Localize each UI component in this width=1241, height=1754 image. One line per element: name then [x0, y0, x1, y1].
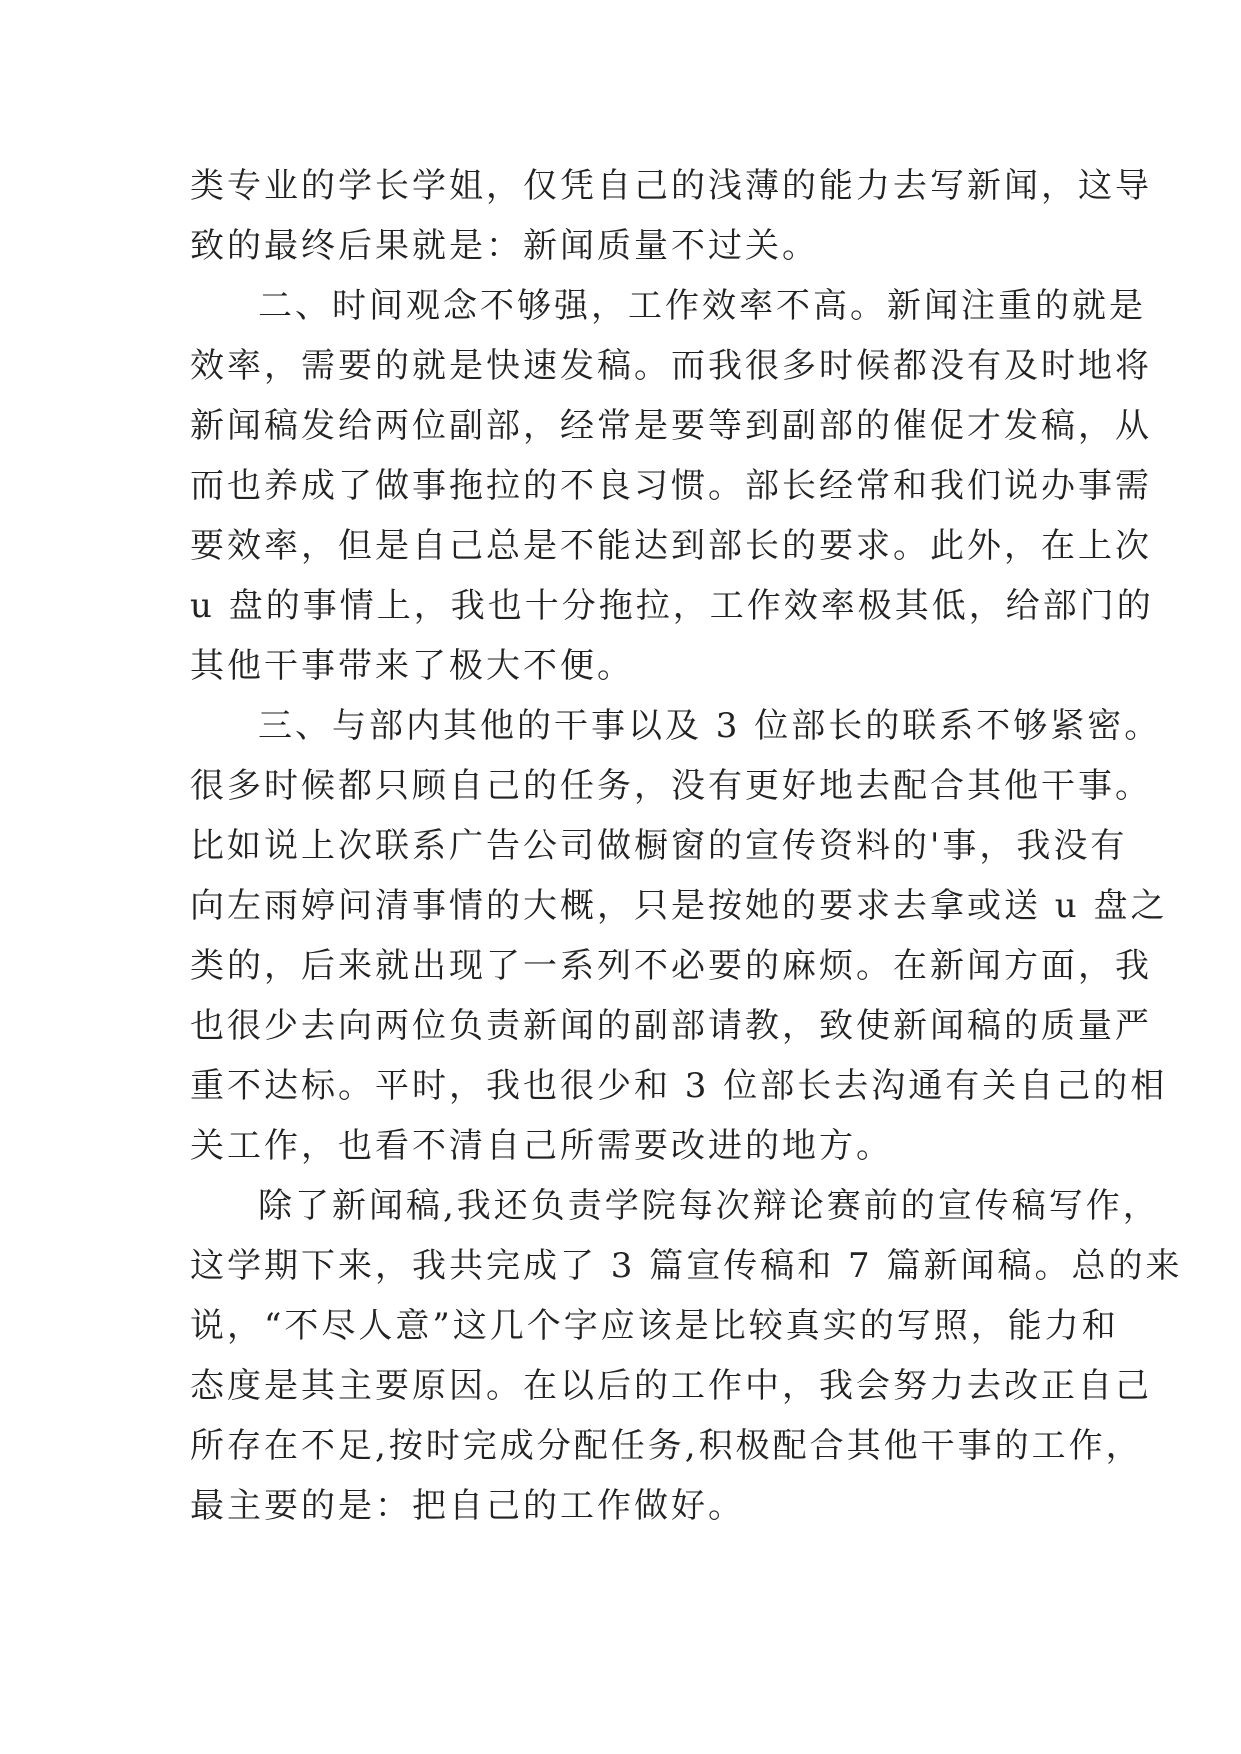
text-line: 三、与部内其他的干事以及 3 位部长的联系不够紧密。	[258, 706, 1162, 746]
text-line: 比如说上次联系广告公司做橱窗的宣传资料的'事，我没有	[190, 826, 1128, 866]
text-line: 其他干事带来了极大不便。	[190, 646, 634, 686]
text-line: 效率，需要的就是快速发稿。而我很多时候都没有及时地将	[190, 346, 1152, 386]
text-line: 新闻稿发给两位副部，经常是要等到副部的催促才发稿，从	[190, 406, 1152, 446]
text-line: 致的最终后果就是：新闻质量不过关。	[190, 226, 819, 266]
document-body	[190, 156, 1183, 1536]
text-line: 向左雨婷问清事情的大概，只是按她的要求去拿或送 u 盘之	[190, 886, 1168, 926]
text-line: 类的，后来就出现了一系列不必要的麻烦。在新闻方面，我	[190, 946, 1152, 986]
paragraph-2	[190, 276, 1154, 696]
text-line: 重不达标。平时，我也很少和 3 位部长去沟通有关自己的相	[190, 1066, 1168, 1106]
text-line: 很多时候都只顾自己的任务，没有更好地去配合其他干事。	[190, 766, 1152, 806]
text-line: 二、时间观念不够强，工作效率不高。新闻注重的就是	[258, 286, 1146, 326]
text-line: 所存在不足,按时完成分配任务,积极配合其他干事的工作，	[190, 1426, 1143, 1466]
text-line: 类专业的学长学姐，仅凭自己的浅薄的能力去写新闻，这导	[190, 166, 1152, 206]
text-line: 而也养成了做事拖拉的不良习惯。部长经常和我们说办事需	[190, 466, 1152, 506]
text-line: u 盘的事情上，我也十分拖拉，工作效率极其低，给部门的	[190, 586, 1154, 626]
text-line: 态度是其主要原因。在以后的工作中，我会努力去改正自己	[190, 1366, 1152, 1406]
paragraph-4	[190, 1176, 1183, 1536]
text-line: 要效率，但是自己总是不能达到部长的要求。此外，在上次	[190, 526, 1152, 566]
paragraph-1	[190, 156, 1152, 276]
text-line: 这学期下来，我共完成了 3 篇宣传稿和 7 篇新闻稿。总的来	[190, 1246, 1183, 1286]
paragraph-3	[190, 696, 1168, 1176]
text-line: 最主要的是：把自己的工作做好。	[190, 1486, 745, 1526]
text-line: 除了新闻稿,我还负责学院每次辩论赛前的宣传稿写作，	[258, 1186, 1160, 1226]
text-line: 关工作，也看不清自己所需要改进的地方。	[190, 1126, 893, 1166]
text-line: 说，“不尽人意”这几个字应该是比较真实的写照，能力和	[190, 1306, 1119, 1346]
text-line: 也很少去向两位负责新闻的副部请教，致使新闻稿的质量严	[190, 1006, 1152, 1046]
